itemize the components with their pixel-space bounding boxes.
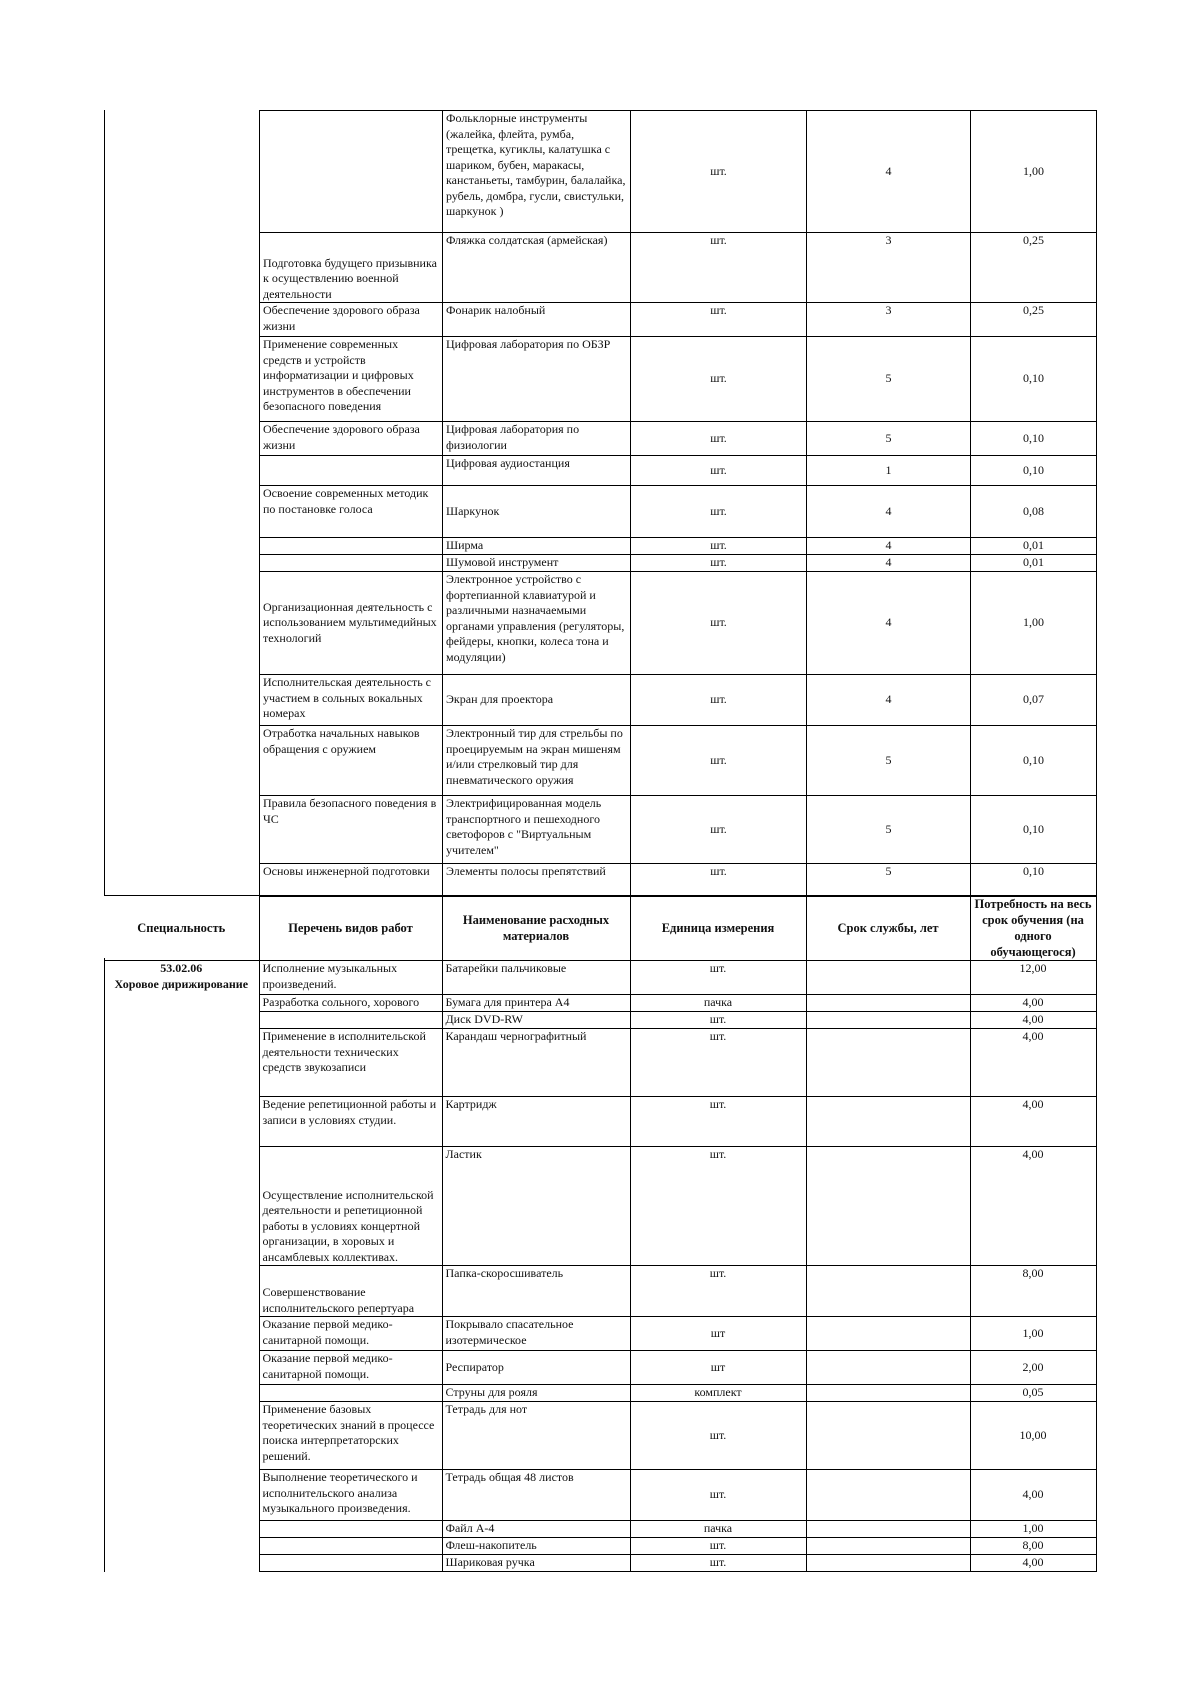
unit-cell: шт. <box>630 1266 806 1317</box>
need-cell: 8,00 <box>970 1538 1096 1555</box>
item-cell: Батарейки пальчиковые <box>442 961 630 995</box>
work-cell: Обеспечение здорового образа жизни <box>260 422 443 456</box>
table-row <box>260 796 1097 864</box>
work-cell: Подготовка будущего призывника к осуществлению военной деятельности <box>260 233 443 303</box>
life-cell <box>806 1097 970 1147</box>
header-item: Наименование расходных материалов <box>442 896 630 961</box>
need-cell: 8,00 <box>970 1266 1096 1317</box>
life-cell <box>806 1266 970 1317</box>
item-cell: Экран для проектора <box>443 675 631 726</box>
work-cell: Обеспечение здорового образа жизни <box>260 303 443 337</box>
item-cell: Бумага для принтера А4 <box>442 995 630 1012</box>
unit-cell: шт. <box>631 422 807 456</box>
table-row <box>260 456 1097 486</box>
unit-cell: шт. <box>631 456 807 486</box>
count-cell: 3 <box>807 233 971 303</box>
table-row <box>260 303 1097 337</box>
unit-cell: шт. <box>630 1538 806 1555</box>
work-cell: Выполнение теоретического и исполнительского анализа музыкального произведения. <box>259 1470 442 1521</box>
consumables-table <box>104 895 1097 1572</box>
need-cell: 4,00 <box>970 1012 1096 1029</box>
count-cell: 5 <box>807 864 971 897</box>
work-cell: Применение в исполнительской деятельности технических средств звукозаписи <box>259 1029 442 1097</box>
count-cell: 5 <box>807 726 971 796</box>
item-cell: Файл А-4 <box>442 1521 630 1538</box>
value-cell: 0,01 <box>971 538 1097 555</box>
item-cell: Шариковая ручка <box>442 1555 630 1572</box>
unit-cell: шт. <box>630 1029 806 1097</box>
unit-cell: шт. <box>631 555 807 572</box>
unit-cell: шт. <box>631 303 807 337</box>
item-cell: Тетрадь для нот <box>442 1402 630 1470</box>
life-cell <box>806 961 970 995</box>
life-cell <box>806 1538 970 1555</box>
life-cell <box>806 1317 970 1351</box>
need-cell: 10,00 <box>970 1402 1096 1470</box>
item-cell: Фольклорные инструменты (жалейка, флейта, румба, трещетка, кугиклы, калатушка с шариком, бубен, маракасы, канстаньеты, тамбурин, балалайка, рубель, домбра, гусли, свистульки, шаркунок ) <box>443 111 631 233</box>
unit-cell: шт. <box>630 1402 806 1470</box>
value-cell: 0,10 <box>971 337 1097 422</box>
work-cell: Освоение современных методик по постановке голоса <box>260 486 443 538</box>
unit-cell: шт. <box>631 864 807 897</box>
work-cell: Правила безопасного поведения в ЧС <box>260 796 443 864</box>
work-cell: Осуществление исполнительской деятельности и репетиционной работы в условиях концертной организации, в хоровых и ансамблевых коллективах. <box>259 1147 442 1266</box>
unit-cell: шт <box>630 1351 806 1385</box>
need-cell: 12,00 <box>970 961 1096 995</box>
count-cell: 5 <box>807 337 971 422</box>
item-cell: Цифровая лаборатория по ОБЗР <box>443 337 631 422</box>
life-cell <box>806 995 970 1012</box>
table-row <box>260 675 1097 726</box>
work-cell <box>259 1555 442 1572</box>
table-row <box>260 337 1097 422</box>
value-cell: 0,10 <box>971 796 1097 864</box>
specialty-code: 53.02.06 <box>160 961 203 975</box>
unit-cell: шт. <box>631 675 807 726</box>
count-cell: 4 <box>807 675 971 726</box>
table-row <box>260 233 1097 303</box>
unit-cell: шт <box>630 1317 806 1351</box>
value-cell: 0,10 <box>971 726 1097 796</box>
work-cell <box>259 1538 442 1555</box>
value-cell: 0,10 <box>971 864 1097 897</box>
life-cell <box>806 1555 970 1572</box>
table-row <box>260 486 1097 538</box>
unit-cell: шт. <box>630 1147 806 1266</box>
page-left-rule <box>104 110 105 895</box>
item-cell: Ширма <box>443 538 631 555</box>
work-cell <box>260 538 443 555</box>
equipment-table <box>259 110 1097 897</box>
work-cell: Исполнительская деятельность с участием в сольных вокальных номерах <box>260 675 443 726</box>
need-cell: 4,00 <box>970 1555 1096 1572</box>
table-header-row <box>104 896 1096 961</box>
need-cell: 2,00 <box>970 1351 1096 1385</box>
unit-cell: шт. <box>631 233 807 303</box>
life-cell <box>806 1147 970 1266</box>
need-cell: 4,00 <box>970 995 1096 1012</box>
work-cell: Организационная деятельность с использованием мультимедийных технологий <box>260 572 443 675</box>
item-cell: Диск DVD-RW <box>442 1012 630 1029</box>
unit-cell: шт. <box>631 337 807 422</box>
work-cell: Исполнение музыкальных произведений. <box>259 961 442 995</box>
life-cell <box>806 1012 970 1029</box>
unit-cell: шт. <box>630 1097 806 1147</box>
work-cell <box>260 111 443 233</box>
need-cell: 0,05 <box>970 1385 1096 1402</box>
header-need: Потребность на весь срок обучения (на одного обучающегося) <box>970 896 1096 961</box>
life-cell <box>806 1470 970 1521</box>
item-cell: Фонарик налобный <box>443 303 631 337</box>
item-cell: Электронное устройство с фортепианной клавиатурой и различными назначаемыми органами управления (регуляторы, фейдеры, кнопки, колеса тона и модуляции) <box>443 572 631 675</box>
unit-cell: шт. <box>631 486 807 538</box>
need-cell: 4,00 <box>970 1029 1096 1097</box>
work-cell: Основы инженерной подготовки <box>260 864 443 897</box>
count-cell: 5 <box>807 796 971 864</box>
value-cell: 0,25 <box>971 303 1097 337</box>
work-cell: Применение базовых теоретических знаний в процессе поиска интерпретаторских решений. <box>259 1402 442 1470</box>
need-cell: 1,00 <box>970 1317 1096 1351</box>
table-row <box>260 864 1097 897</box>
specialty-name: Хоровое дирижирование <box>114 976 249 991</box>
header-specialty: Специальность <box>104 896 259 961</box>
count-cell: 4 <box>807 572 971 675</box>
unit-cell: шт. <box>631 538 807 555</box>
need-cell: 4,00 <box>970 1470 1096 1521</box>
header-life: Срок службы, лет <box>806 896 970 961</box>
table-row <box>104 961 1096 995</box>
item-cell: Электронный тир для стрельбы по проецируемым на экран мишеням и/или стрелковый тир для пневматического оружия <box>443 726 631 796</box>
specialty-cell <box>104 961 259 1572</box>
item-cell: Шумовой инструмент <box>443 555 631 572</box>
table-row <box>260 111 1097 233</box>
item-cell: Фляжка солдатская (армейская) <box>443 233 631 303</box>
value-cell: 0,25 <box>971 233 1097 303</box>
table-row <box>260 726 1097 796</box>
work-cell: Применение современных средств и устройств информатизации и цифровых инструментов в обеспечении безопасного поведения <box>260 337 443 422</box>
count-cell: 3 <box>807 303 971 337</box>
work-cell <box>259 1385 442 1402</box>
count-cell: 4 <box>807 538 971 555</box>
item-cell: Картридж <box>442 1097 630 1147</box>
work-cell <box>259 1012 442 1029</box>
item-cell: Папка-скоросшиватель <box>442 1266 630 1317</box>
item-cell: Струны для рояля <box>442 1385 630 1402</box>
header-work: Перечень видов работ <box>259 896 442 961</box>
life-cell <box>806 1521 970 1538</box>
unit-cell: шт. <box>631 111 807 233</box>
work-cell: Оказание первой медико-санитарной помощи. <box>259 1317 442 1351</box>
unit-cell: шт. <box>631 726 807 796</box>
work-cell: Ведение репетиционной работы и записи в условиях студии. <box>259 1097 442 1147</box>
work-cell: Оказание первой медико-санитарной помощи. <box>259 1351 442 1385</box>
item-cell: Респиратор <box>442 1351 630 1385</box>
value-cell: 0,10 <box>971 456 1097 486</box>
unit-cell: шт. <box>631 572 807 675</box>
item-cell: Элементы полосы препятствий <box>443 864 631 897</box>
unit-cell: пачка <box>630 995 806 1012</box>
table-row <box>260 572 1097 675</box>
work-cell <box>260 456 443 486</box>
unit-cell: шт. <box>630 961 806 995</box>
item-cell: Шаркунок <box>443 486 631 538</box>
unit-cell: шт. <box>630 1470 806 1521</box>
life-cell <box>806 1351 970 1385</box>
item-cell: Ластик <box>442 1147 630 1266</box>
value-cell: 1,00 <box>971 572 1097 675</box>
count-cell: 5 <box>807 422 971 456</box>
value-cell: 0,01 <box>971 555 1097 572</box>
table-row <box>260 538 1097 555</box>
work-cell: Отработка начальных навыков обращения с оружием <box>260 726 443 796</box>
item-cell: Флеш-накопитель <box>442 1538 630 1555</box>
life-cell <box>806 1029 970 1097</box>
item-cell: Карандаш чернографитный <box>442 1029 630 1097</box>
need-cell: 1,00 <box>970 1521 1096 1538</box>
count-cell: 1 <box>807 456 971 486</box>
need-cell: 4,00 <box>970 1147 1096 1266</box>
table-row <box>260 422 1097 456</box>
work-cell <box>260 555 443 572</box>
item-cell: Тетрадь общая 48 листов <box>442 1470 630 1521</box>
unit-cell: шт. <box>630 1012 806 1029</box>
item-cell: Покрывало спасательное изотермическое <box>442 1317 630 1351</box>
work-cell: Совершенствование исполнительского репертуара <box>259 1266 442 1317</box>
item-cell: Цифровая лаборатория по физиологии <box>443 422 631 456</box>
header-unit: Единица измерения <box>630 896 806 961</box>
item-cell: Цифровая аудиостанция <box>443 456 631 486</box>
life-cell <box>806 1402 970 1470</box>
value-cell: 0,10 <box>971 422 1097 456</box>
item-cell: Электрифицированная модель транспортного и пешеходного светофоров с "Виртуальным учителем" <box>443 796 631 864</box>
count-cell: 4 <box>807 555 971 572</box>
count-cell: 4 <box>807 486 971 538</box>
life-cell <box>806 1385 970 1402</box>
table-row <box>260 555 1097 572</box>
value-cell: 0,07 <box>971 675 1097 726</box>
count-cell: 4 <box>807 111 971 233</box>
unit-cell: пачка <box>630 1521 806 1538</box>
value-cell: 0,08 <box>971 486 1097 538</box>
need-cell: 4,00 <box>970 1097 1096 1147</box>
work-cell: Разработка сольного, хорового <box>259 995 442 1012</box>
unit-cell: комплект <box>630 1385 806 1402</box>
work-cell <box>259 1521 442 1538</box>
unit-cell: шт. <box>631 796 807 864</box>
unit-cell: шт. <box>630 1555 806 1572</box>
value-cell: 1,00 <box>971 111 1097 233</box>
